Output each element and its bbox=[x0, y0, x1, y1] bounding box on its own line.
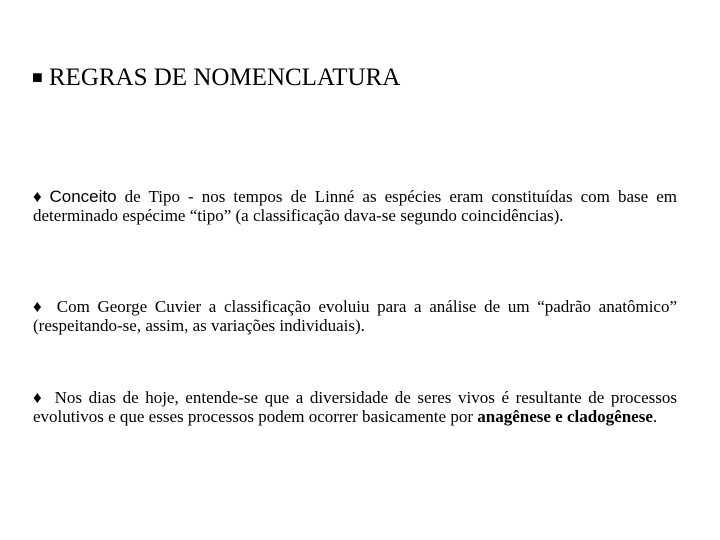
diamond-bullet-icon: ♦ bbox=[33, 187, 46, 206]
paragraph-nos-dias-de-hoje bbox=[33, 388, 677, 426]
title-text: REGRAS DE NOMENCLATURA bbox=[48, 64, 401, 91]
paragraph-end: . bbox=[652, 407, 658, 426]
term-anagenese: anagênese bbox=[477, 407, 551, 426]
slide-title bbox=[32, 60, 400, 95]
diamond-bullet-icon: ♦ bbox=[33, 388, 45, 407]
paragraph-conceito-de-tipo bbox=[33, 187, 677, 225]
term-cladogenese: cladogênese bbox=[566, 407, 653, 426]
paragraph-text: Nos dias de hoje, entende-se que a diversidade de seres vivos é resultante de processos evolutivos e que esses processos podem ocorrer basicamente por bbox=[33, 388, 677, 426]
paragraph-lead: Conceito bbox=[49, 187, 117, 206]
square-bullet-icon: ■ bbox=[32, 67, 43, 87]
paragraph-text: Com George Cuvier a classificação evoluiu para a análise de um “padrão anatômico” (respeitando-se, assim, as variações individuais). bbox=[33, 297, 678, 335]
paragraph-text: de Tipo - nos tempos de Linné as espécies eram constituídas com base em determinado espécime “tipo” (a classificação dava-se segundo coincidências). bbox=[33, 187, 677, 225]
paragraph-george-cuvier bbox=[33, 297, 677, 335]
term-connector: e bbox=[555, 407, 563, 426]
diamond-bullet-icon: ♦ bbox=[33, 297, 46, 316]
